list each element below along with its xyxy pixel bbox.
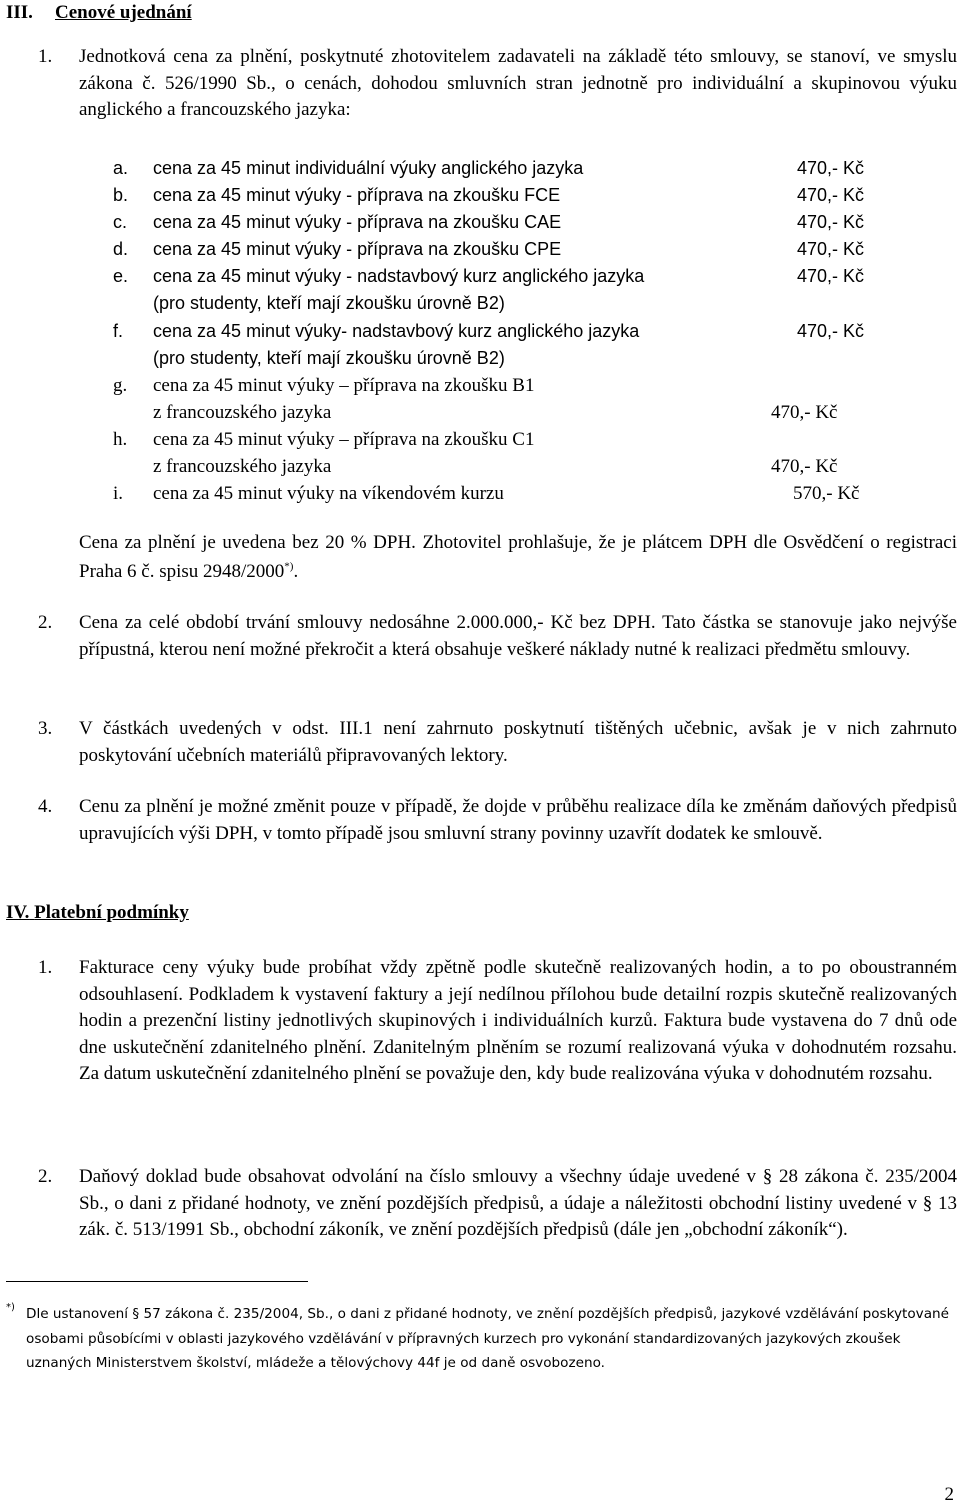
vat-note [79, 528, 957, 586]
paragraph-4-1 [38, 955, 957, 1088]
item-description: cena za 45 minut výuky – příprava na zkoušku C1 [153, 429, 535, 450]
item-price: 470,- Kč [797, 158, 865, 178]
section-number: III. [6, 2, 33, 23]
item-description: cena za 45 minut výuky - příprava na zkoušku CPE [153, 239, 562, 259]
paragraph-3-3 [38, 716, 957, 769]
footnote-mark: *) [6, 1302, 15, 1313]
item-letter: b. [113, 185, 129, 205]
item-price: 470,- Kč [771, 402, 838, 423]
item-price: 470,- Kč [797, 185, 865, 205]
paragraph-number: 3. [38, 718, 53, 739]
item-letter: e. [113, 266, 129, 286]
paragraph-4-2 [38, 1164, 957, 1244]
paragraph-number: 1. [38, 957, 53, 978]
item-letter: a. [113, 158, 129, 178]
section-title: Cenové ujednání [55, 2, 192, 23]
item-letter: c. [113, 212, 128, 232]
section-number: IV. [6, 902, 30, 923]
paragraph-number: 1. [38, 46, 53, 67]
item-description: cena za 45 minut výuky- nadstavbový kurz anglického jazyka [153, 321, 640, 341]
paragraph-number: 2. [38, 1166, 53, 1187]
item-description-continued: z francouzského jazyka [153, 456, 332, 477]
section-title: Platební podmínky [34, 902, 189, 923]
item-description-continued: (pro studenty, kteří mají zkoušku úrovně B2) [153, 293, 505, 313]
item-description-continued: (pro studenty, kteří mají zkoušku úrovně B2) [153, 348, 505, 368]
item-description: cena za 45 minut výuky - nadstavbový kurz anglického jazyka [153, 266, 645, 286]
item-letter: f. [113, 321, 124, 341]
paragraph-text: V částkách uvedených v odst. III.1 není zahrnuto poskytnutí tištěných učebnic, avšak je v nich zahrnuto poskytování učebních materiálů připravovaných lektory. [79, 718, 957, 766]
item-price: 470,- Kč [797, 239, 865, 259]
item-description-continued: z francouzského jazyka [153, 402, 332, 423]
page-number: 2 [944, 1484, 954, 1505]
paragraph-text: Jednotková cena za plnění, poskytnuté zhotovitelem zadavateli na základě této smlouvy, se stanoví, ve smyslu zákona č. 526/1990 Sb., o cenách, dohodou smluvních stran jednotně pro individuální a skupinovou výuku anglického a francouzského jazyka: [79, 46, 957, 120]
footnote-separator [6, 1281, 308, 1282]
paragraph-text: Cena za celé období trvání smlouvy nedosáhne 2.000.000,- Kč bez DPH. Tato částka se stanovuje jako nejvýše přípustná, kterou není možné překročit a která obsahuje veškeré náklady nutné k realizaci předmětu smlouvy. [79, 612, 957, 660]
paragraph-number: 4. [38, 796, 53, 817]
paragraph-text: Daňový doklad bude obsahovat odvolání na číslo smlouvy a všechny údaje uvedené v § 28 zákona č. 235/2004 Sb., o dani z přidané hodnoty, ve znění pozdějších předpisů, a údaje a náležitosti obchodní listiny uvedené v § 13 zák. č. 513/1991 Sb., obchodní zákoník, ve znění pozdějších předpisů (dále jen „obchodní zákoník“). [79, 1166, 957, 1240]
item-letter: d. [113, 239, 129, 259]
item-description: cena za 45 minut výuky - příprava na zkoušku FCE [153, 185, 561, 205]
vat-note-end: . [293, 561, 299, 582]
item-description: cena za 45 minut výuky na víkendovém kurzu [153, 483, 504, 504]
item-letter: h. [113, 429, 128, 450]
paragraph-3-1 [38, 44, 957, 124]
item-letter: g. [113, 375, 128, 396]
footnote-text: Dle ustanovení § 57 zákona č. 235/2004, Sb., o dani z přidané hodnoty, ve znění pozdějších předpisů, jazykové vzdělávání poskytované osobami působícími v oblasti jazykového vzdělávání v přípravných kurzech pro vykonání standardizovaných jazykových zkoušek uznaných Ministerstvem školství, mládeže a tělovýchovy 44f je od daně osvobozeno. [26, 1306, 950, 1371]
item-price: 470,- Kč [797, 321, 865, 341]
item-description: cena za 45 minut výuky - příprava na zkoušku CAE [153, 212, 562, 232]
footnote-reference[interactable]: *) [284, 560, 294, 573]
paragraph-3-2 [38, 610, 957, 663]
section-heading-cenove-ujednani [6, 2, 192, 24]
paragraph-3-4 [38, 794, 957, 847]
paragraph-text: Fakturace ceny výuky bude probíhat vždy zpětně podle skutečně realizovaných hodin, a to po oboustranném odsouhlasení. Podkladem k vystavení faktury a její nedílnou přílohou bude detailní rozpis skutečně realizovaných hodin a prezenční listiny jednotlivých skupinových i individuálních kurzů. Faktura bude vystavena do 7 dnů ode dne uskutečnění zdanitelného plnění. Zdanitelným plněním se rozumí realizovaná výuka v dohodnutém rozsahu. Za datum uskutečnění zdanitelného plnění se považuje den, kdy bude realizována výuka v dohodnutém rozsahu. [79, 957, 957, 1084]
item-description: cena za 45 minut individuální výuky anglického jazyka [153, 158, 584, 178]
item-description: cena za 45 minut výuky – příprava na zkoušku B1 [153, 375, 535, 396]
paragraph-text: Cenu za plnění je možné změnit pouze v případě, že dojde v průběhu realizace díla ke změnám daňových předpisů upravujících výši DPH, v tomto případě jsou smluvní strany povinny uzavřít dodatek ke smlouvě. [79, 796, 957, 844]
item-price: 470,- Kč [797, 266, 865, 286]
item-price: 470,- Kč [797, 212, 865, 232]
item-letter: i. [113, 483, 124, 504]
item-price: 470,- Kč [771, 456, 838, 477]
section-heading-platebni-podminky [6, 902, 189, 924]
vat-note-text: Cena za plnění je uvedena bez 20 % DPH. Zhotovitel prohlašuje, že je plátcem DPH dle Osvědčení o registraci Praha 6 č. spisu 2948/2000 [79, 532, 957, 582]
item-price: 570,- Kč [793, 483, 860, 504]
paragraph-number: 2. [38, 612, 53, 633]
footnote [6, 1302, 960, 1376]
